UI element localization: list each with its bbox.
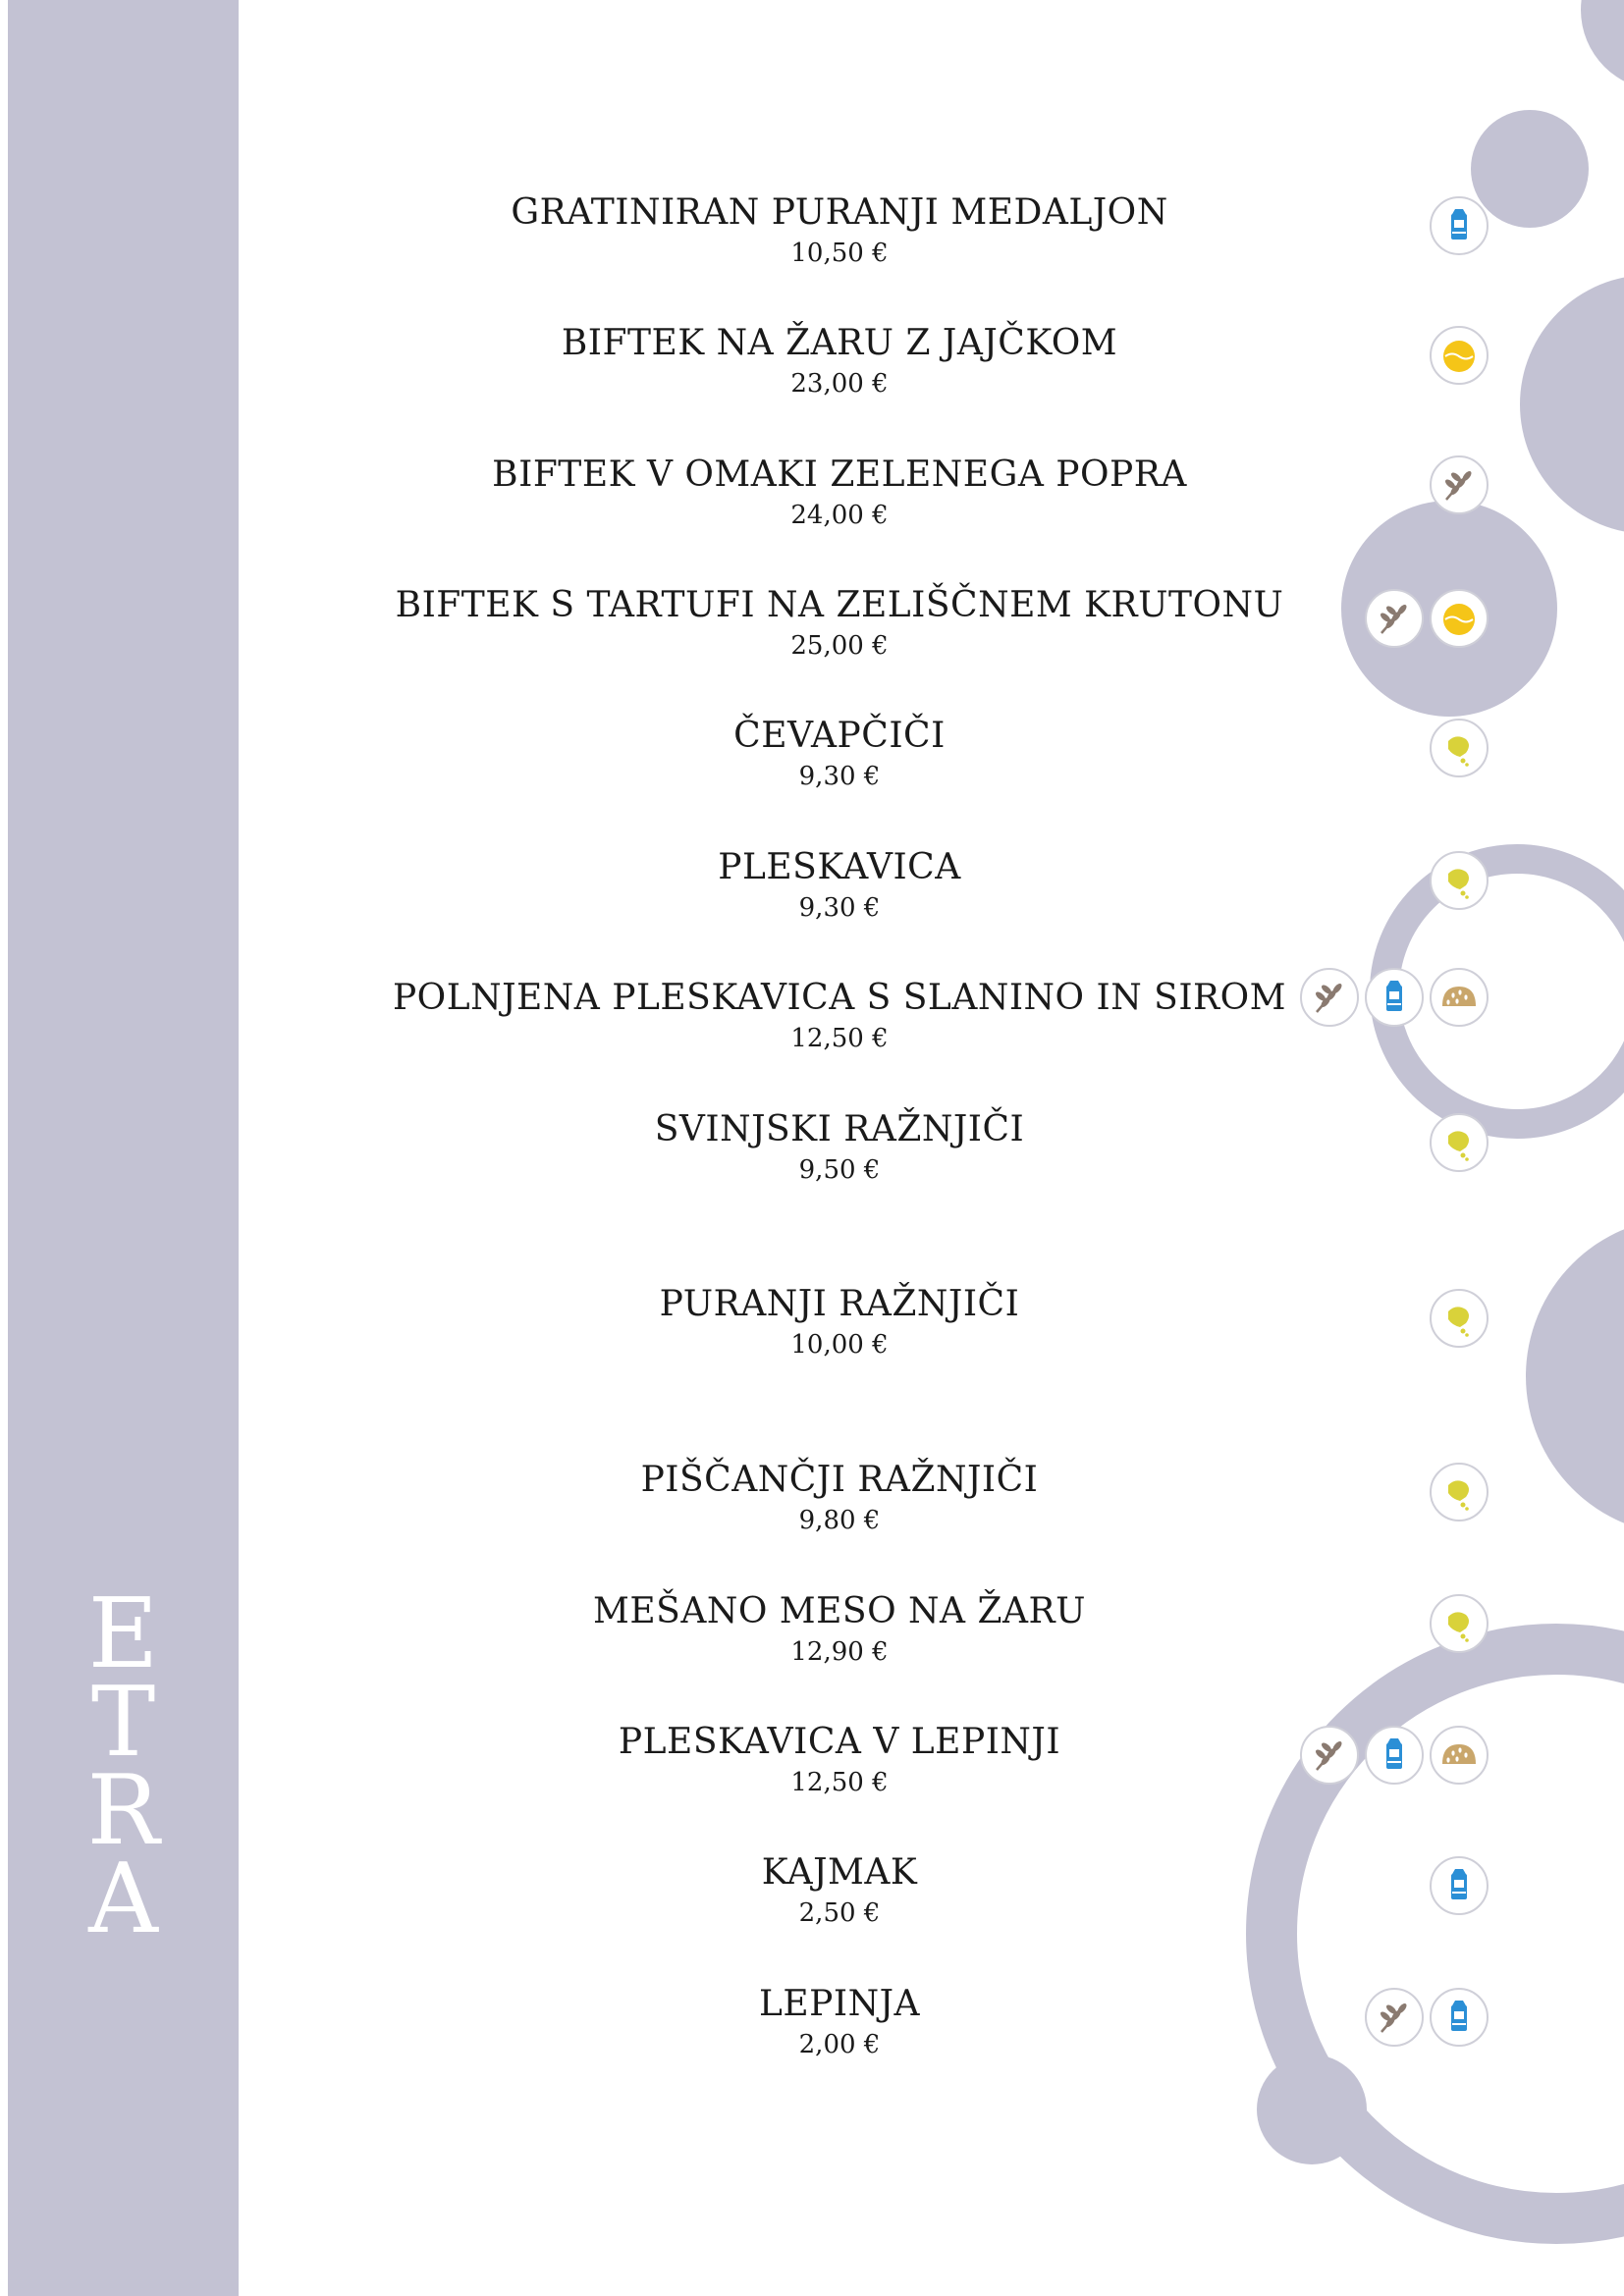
brand-letter: E — [87, 1578, 159, 1690]
menu-item-name: BIFTEK NA ŽARU Z JAJČKOM — [561, 323, 1118, 363]
mustard-icon — [1430, 851, 1489, 910]
gluten-icon-glyph — [1372, 1995, 1417, 2040]
brand-letter: R — [86, 1755, 160, 1867]
milk-icon-glyph — [1436, 1995, 1482, 2040]
mustard-icon — [1430, 1113, 1489, 1172]
gluten-icon-glyph — [1372, 596, 1417, 641]
sesame-icon-glyph — [1436, 1733, 1482, 1778]
menu-item-name: LEPINJA — [758, 1984, 921, 2024]
menu-item-price: 10,00 € — [790, 1330, 889, 1360]
menu-item — [373, 1983, 1306, 2061]
menu-item-name: PLESKAVICA — [718, 847, 961, 887]
menu-item-price: 9,80 € — [798, 1506, 881, 1535]
menu-item-price: 9,30 € — [798, 893, 881, 923]
menu-item-name: PURANJI RAŽNJIČI — [659, 1284, 1020, 1324]
milk-icon-glyph — [1436, 1863, 1482, 1908]
brand-letter: T — [90, 1667, 156, 1779]
menu-item-name: BIFTEK V OMAKI ZELENEGA POPRA — [492, 454, 1187, 495]
menu-item-price: 24,00 € — [790, 501, 889, 530]
menu-item — [373, 322, 1306, 400]
menu-item-price: 12,90 € — [790, 1637, 889, 1667]
milk-icon — [1365, 1726, 1424, 1785]
menu-item — [373, 1108, 1306, 1187]
menu-item — [373, 715, 1306, 793]
sesame-icon — [1430, 968, 1489, 1027]
menu-item-name: POLNJENA PLESKAVICA S SLANINO IN SIROM — [392, 978, 1287, 1018]
menu-item — [373, 1590, 1306, 1669]
brand-letter: A — [88, 1843, 158, 1955]
menu-item-name: MEŠANO MESO NA ŽARU — [593, 1591, 1086, 1631]
menu-item — [373, 846, 1306, 925]
menu-item-price: 9,30 € — [798, 762, 881, 791]
milk-icon-glyph — [1436, 203, 1482, 248]
menu-item — [373, 454, 1306, 532]
mustard-icon-glyph — [1436, 1120, 1482, 1165]
menu-item-price: 12,50 € — [790, 1768, 889, 1797]
gluten-icon-glyph — [1436, 462, 1482, 507]
menu-item-name: ČEVAPČIČI — [733, 716, 946, 756]
deco-circle — [1471, 110, 1589, 228]
gluten-icon — [1300, 968, 1359, 1027]
mustard-icon-glyph — [1436, 1296, 1482, 1341]
egg-icon-glyph — [1436, 596, 1482, 641]
deco-circle — [1257, 2055, 1367, 2164]
menu-item-price: 9,50 € — [798, 1155, 881, 1185]
menu-item — [373, 1283, 1306, 1362]
mustard-icon-glyph — [1436, 1469, 1482, 1515]
menu-item — [373, 1851, 1306, 1930]
menu-item-price: 2,00 € — [798, 2030, 881, 2059]
menu-item — [373, 584, 1306, 663]
menu-item — [373, 191, 1306, 270]
gluten-icon-glyph — [1307, 975, 1352, 1020]
brand-vertical-letters — [8, 1578, 239, 1955]
menu-item-name: GRATINIRAN PURANJI MEDALJON — [511, 192, 1168, 233]
deco-circle — [1581, 0, 1624, 90]
gluten-icon — [1365, 589, 1424, 648]
menu-item — [373, 1459, 1306, 1537]
sidebar-band — [8, 0, 239, 2296]
mustard-icon-glyph — [1436, 858, 1482, 903]
mustard-icon — [1430, 719, 1489, 777]
milk-icon — [1430, 1856, 1489, 1915]
mustard-icon-glyph — [1436, 1601, 1482, 1646]
menu-item-name: KAJMAK — [761, 1852, 918, 1893]
deco-circle — [1526, 1217, 1624, 1535]
sesame-icon-glyph — [1436, 975, 1482, 1020]
egg-icon — [1430, 589, 1489, 648]
mustard-icon — [1430, 1594, 1489, 1653]
menu-item-name: SVINJSKI RAŽNJIČI — [654, 1109, 1025, 1149]
menu-item-name: PLESKAVICA V LEPINJI — [618, 1722, 1061, 1762]
sesame-icon — [1430, 1726, 1489, 1785]
gluten-icon — [1300, 1726, 1359, 1785]
menu-item-name: BIFTEK S TARTUFI NA ZELIŠČNEM KRUTONU — [395, 585, 1284, 625]
menu-item — [373, 1721, 1306, 1799]
milk-icon-glyph — [1372, 975, 1417, 1020]
egg-icon-glyph — [1436, 333, 1482, 378]
milk-icon — [1430, 196, 1489, 255]
mustard-icon — [1430, 1463, 1489, 1522]
menu-item-price: 2,50 € — [798, 1898, 881, 1928]
menu-item-price: 10,50 € — [790, 239, 889, 268]
menu-item — [373, 977, 1306, 1055]
menu-item-price: 12,50 € — [790, 1024, 889, 1053]
gluten-icon-glyph — [1307, 1733, 1352, 1778]
menu-item-price: 25,00 € — [790, 631, 889, 661]
mustard-icon — [1430, 1289, 1489, 1348]
mustard-icon-glyph — [1436, 725, 1482, 771]
menu-item-name: PIŠČANČJI RAŽNJIČI — [640, 1460, 1039, 1500]
milk-icon — [1430, 1988, 1489, 2047]
egg-icon — [1430, 326, 1489, 385]
gluten-icon — [1365, 1988, 1424, 2047]
milk-icon — [1365, 968, 1424, 1027]
deco-circle — [1520, 275, 1624, 534]
gluten-icon — [1430, 455, 1489, 514]
milk-icon-glyph — [1372, 1733, 1417, 1778]
menu-item-price: 23,00 € — [790, 369, 889, 399]
